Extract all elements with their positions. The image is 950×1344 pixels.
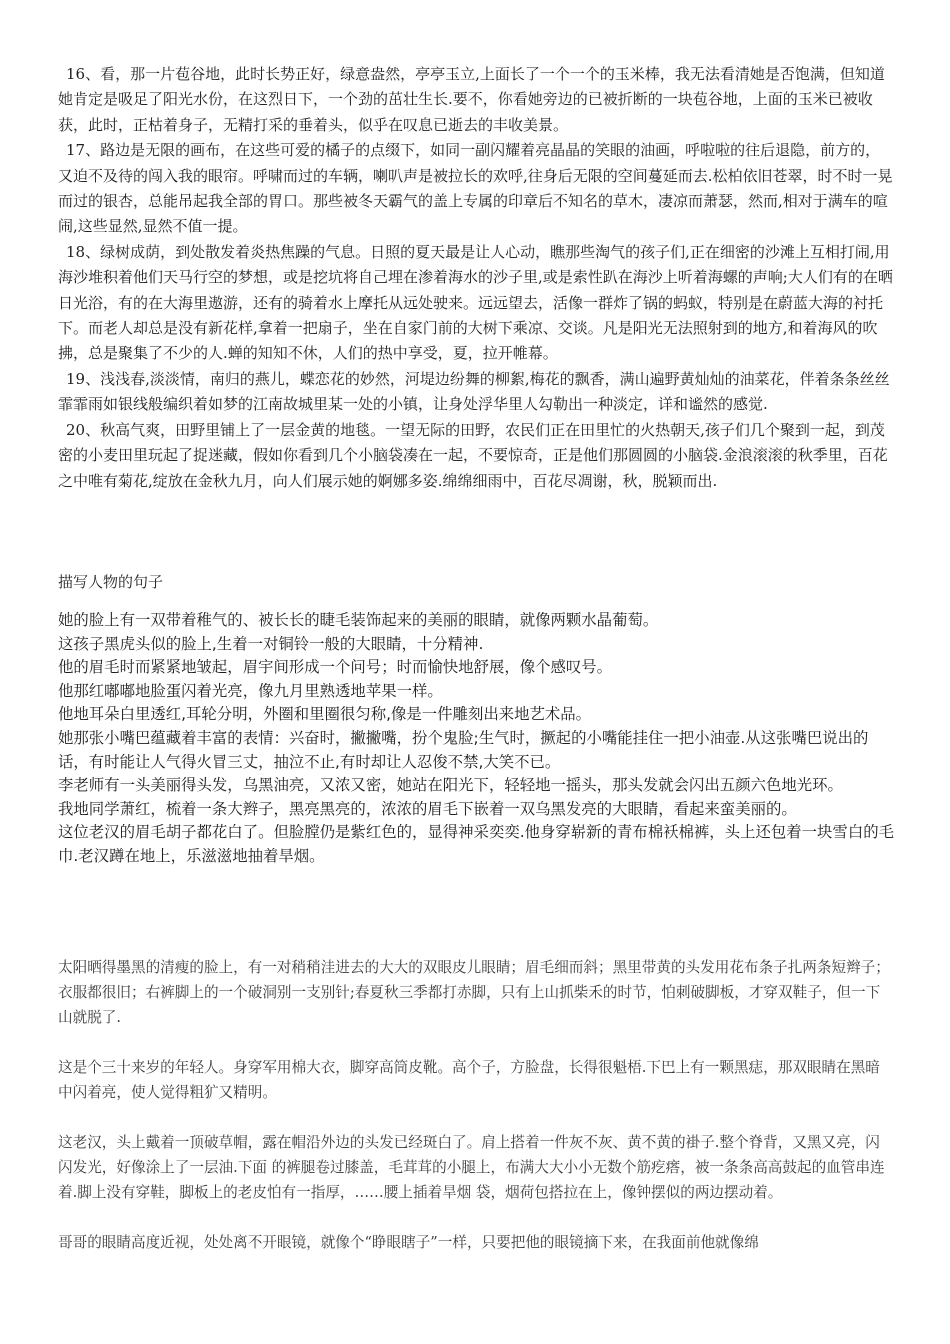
people-sentence: 这位老汉的眉毛胡子都花白了。但脸膛仍是紫红色的，显得神采奕奕.他身穿崭新的青布棉袄棉裤，头上还包着一块雪白的毛巾.老汉蹲在地上，乐滋滋地抽着旱烟。	[58, 823, 894, 865]
people-sentence: 李老师有一头美丽得头发，乌黑油亮，又浓又密，她站在阳光下，轻轻地一摇头，那头发就会闪出五颜六色地光环。	[58, 776, 843, 795]
people-sentence: 她的脸上有一双带着稚气的、被长长的睫毛装饰起来的美丽的眼睛，就像两颗水晶葡萄。	[58, 611, 659, 629]
people-sentence: 他那红嘟嘟地脸蛋闪着光亮，像九月里熟透地苹果一样。	[58, 681, 443, 700]
people-sentences-section	[58, 609, 894, 869]
portrait-paragraph: 太阳晒得墨黑的清瘦的脸上，有一对稍稍洼进去的大大的双眼皮儿眼睛；眉毛细而斜；黑里带黄的头发用花布条子扎两条短辫子；衣服都很旧；右裤脚上的一个破洞别一支别针;春夏秋三季都打赤脚，只有上山抓柴禾的时节，怕刺破脚板，才穿双鞋子，但一下山就脱了.	[58, 959, 890, 1026]
numbered-paragraph-18: 18、绿树成荫，到处散发着炎热焦躁的气息。日照的夏天最是让人心动，瞧那些淘气的孩子们,正在细密的沙滩上互相打闹,用海沙堆积着他们天马行空的梦想，或是挖坑将自己埋在渗着海水的沙子里,或是索性趴在海沙上听着海螺的声响;大人们有的在晒日光浴，有的在大海里遨游，还有的骑着水上摩托从远处驶来。远远望去，活像一群炸了锅的蚂蚁，特别是在蔚蓝大海的衬托下。而老人却总是没有新花样,拿着一把扇子，坐在自家门前的大树下乘凉、交谈。凡是阳光无法照射到的地方,和着海风的吹拂，总是聚集了不少的人.蝉的知知不休，人们的热中享受，夏，拉开帷幕。	[58, 242, 893, 363]
portrait-paragraph: 这老汉，头上戴着一顶破草帽，露在帽沿外边的头发已经斑白了。肩上搭着一件灰不灰、黄不黄的褂子.整个脊背，又黑又亮，闪闪发光，好像涂上了一层油.下面 的裤腿卷过膝盖，毛茸茸的小腿上，布满大大小小无数个筋疙瘩，被一条条高高鼓起的血管串连着.脚上没有穿鞋，脚板上的老皮怕有一指厚，……腰上插着旱烟 袋，烟荷包搭拉在上，像钟摆似的两边摆动着。	[58, 1134, 885, 1201]
people-sentence: 她那张小嘴巴蕴藏着丰富的表情：兴奋时，撇撇嘴，扮个鬼脸;生气时，撅起的小嘴能挂住一把小油壶.从这张嘴巴说出的话，有时能让人气得火冒三丈，抽泣不止,有时却让人忍俊不禁,大笑不已。	[58, 728, 869, 771]
people-sentence: 他地耳朵白里透红,耳轮分明，外圈和里圈很匀称,像是一件雕刻出来地艺术品。	[58, 705, 592, 724]
numbered-scenery-section	[58, 62, 894, 494]
people-sentence: 这孩子黑虎头似的脸上,生着一对铜铃一般的大眼睛，十分精神.	[58, 634, 484, 653]
numbered-paragraph-20: 20、秋高气爽，田野里铺上了一层金黄的地毯。一望无际的田野，农民们正在田里忙的火热朝天,孩子们几个聚到一起，到茂密的小麦田里玩起了捉迷藏，假如你看到几个小脑袋凑在一起，不要惊奇，正是他们那圆圆的小脑袋.金浪滚滚的秋季里，百花之中唯有菊花,绽放在金秋九月，向人们展示她的婀娜多姿.绵绵细雨中，百花尽凋谢，秋，脱颖而出.	[58, 420, 888, 490]
numbered-paragraph-16: 16、看，那一片苞谷地，此时长势正好，绿意盎然，亭亭玉立,上面长了一个一个的玉米棒，我无法看清她是否饱满，但知道她肯定是吸足了阳光水份，在这烈日下，一个劲的茁壮生长.要不，你看她旁边的已被折断的一块苞谷地，上面的玉米已被收获，此时，正枯着身子，无精打采的垂着头，似乎在叹息已逝去的丰收美景。	[58, 65, 885, 134]
numbered-paragraph-19: 19、浅浅春,淡淡情，南归的燕儿，蝶恋花的妙然，河堤边纷舞的柳絮,梅花的飘香，满山遍野黄灿灿的油菜花，伴着条条丝丝霏霏雨如银线般编织着如梦的江南故城里某一处的小镇，让身处浮华里人勾勒出一种淡定，详和谧然的感觉.	[58, 369, 890, 414]
numbered-paragraph-17: 17、路边是无限的画布，在这些可爱的橘子的点缀下，如同一副闪耀着亮晶晶的笑眼的油画，呼啦啦的往后退隐，前方的，又迫不及待的闯入我的眼帘。呼啸而过的车辆，喇叭声是被拉长的欢呼,往身后无限的空间蔓延而去.松柏依旧苍翠，时不时一晃而过的银杏，总能吊起我全部的胃口。那些被冬天霸气的盖上专属的印章后不知名的草木，凄凉而萧瑟，然而,相对于满车的喧闹,这些显然,显然不值一提。	[58, 141, 893, 236]
people-sentence: 我地同学萧红，梳着一条大辫子，黑亮黑亮的，浓浓的眉毛下嵌着一双乌黑发亮的大眼睛，看起来蛮美丽的。	[58, 799, 797, 818]
portrait-paragraph: 这是个三十来岁的年轻人。身穿军用棉大衣，脚穿高筒皮靴。高个子，方脸盘，长得很魁梧.下巴上有一颗黑痣，那双眼睛在黑暗中闪着亮，使人觉得粗犷又精明。	[58, 1059, 880, 1101]
people-sentence: 他的眉毛时而紧紧地皱起，眉宇间形成一个问号；时而愉快地舒展，像个感叹号。	[58, 658, 613, 677]
portrait-paragraphs-section	[58, 955, 894, 1280]
section-heading: 描写人物的句子	[58, 573, 164, 591]
portrait-paragraph: 哥哥的眼睛高度近视，处处离不开眼镜，就像个“睁眼瞎子”一样，只要把他的眼镜摘下来，在我面前他就像绵	[58, 1234, 759, 1251]
